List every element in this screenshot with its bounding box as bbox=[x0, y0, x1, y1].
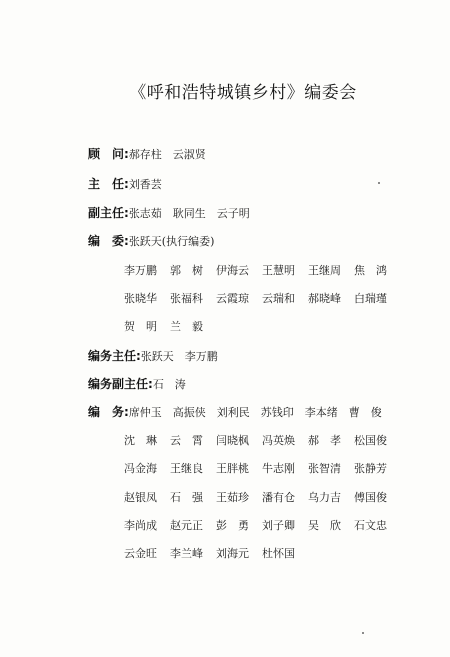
role-names: 席仲玉 高振侠 刘利民 苏钱印 李本绪 曹 俊 bbox=[128, 406, 382, 419]
member-name: 白瑞瑾 bbox=[354, 292, 387, 305]
member-name: 沈 琳 bbox=[124, 434, 157, 447]
member-name: 贺 明 bbox=[124, 320, 157, 333]
staff-names-row bbox=[124, 489, 400, 505]
role-names: 张跃天(执行编委) bbox=[128, 235, 215, 248]
staff-names-row bbox=[124, 517, 400, 533]
member-name: 李兰峰 bbox=[170, 547, 203, 560]
member-name: 吴 欣 bbox=[308, 519, 341, 532]
role-deputy-director bbox=[88, 204, 250, 221]
member-name: 张智清 bbox=[308, 462, 341, 475]
member-name: 王继周 bbox=[308, 264, 341, 277]
scan-speck bbox=[378, 182, 380, 184]
member-name: 冯英焕 bbox=[262, 434, 295, 447]
role-names: 郝存柱 云淑贤 bbox=[128, 148, 206, 161]
member-name: 乌力吉 bbox=[308, 491, 341, 504]
member-name: 李尚成 bbox=[124, 519, 157, 532]
role-names: 张志茹 耿同生 云子明 bbox=[128, 207, 250, 220]
role-affairs-deputy-director bbox=[88, 375, 186, 392]
member-name: 傅国俊 bbox=[354, 491, 387, 504]
role-label: 编 务: bbox=[88, 405, 129, 419]
member-name: 郝 孝 bbox=[308, 434, 341, 447]
member-name: 兰 毅 bbox=[170, 320, 203, 333]
member-name: 郭 树 bbox=[170, 264, 203, 277]
role-label: 编务主任: bbox=[88, 349, 141, 363]
member-name: 石 强 bbox=[170, 491, 203, 504]
staff-names-row bbox=[124, 432, 400, 448]
member-name: 云瑞和 bbox=[262, 292, 295, 305]
member-name: 赵元正 bbox=[170, 519, 203, 532]
member-name: 杜怀国 bbox=[262, 547, 295, 560]
board-names-row bbox=[124, 262, 400, 278]
scan-speck bbox=[362, 632, 364, 634]
role-label: 主 任: bbox=[88, 177, 129, 191]
member-name: 松国俊 bbox=[354, 434, 387, 447]
member-name: 刘子卿 bbox=[262, 519, 295, 532]
role-advisor bbox=[88, 145, 206, 162]
member-name: 云金旺 bbox=[124, 547, 157, 560]
board-names-row bbox=[124, 318, 216, 334]
role-label: 编务副主任: bbox=[88, 377, 153, 391]
role-label: 顾 问: bbox=[88, 147, 129, 161]
member-name: 刘海元 bbox=[216, 547, 249, 560]
member-name: 张福科 bbox=[170, 292, 203, 305]
member-name: 潘有仓 bbox=[262, 491, 295, 504]
staff-names-row bbox=[124, 545, 308, 561]
member-name: 闫晓枫 bbox=[216, 434, 249, 447]
member-name: 王胖桃 bbox=[216, 462, 249, 475]
member-name: 王茹珍 bbox=[216, 491, 249, 504]
role-affairs-director bbox=[88, 347, 218, 364]
member-name: 云 霄 bbox=[170, 434, 203, 447]
member-name: 伊海云 bbox=[216, 264, 249, 277]
role-label: 编 委: bbox=[88, 234, 129, 248]
member-name: 焦 鸿 bbox=[354, 264, 387, 277]
member-name: 彭 勇 bbox=[216, 519, 249, 532]
member-name: 郝晓峰 bbox=[308, 292, 341, 305]
member-name: 冯金海 bbox=[124, 462, 157, 475]
member-name: 张静芳 bbox=[354, 462, 387, 475]
staff-names-row bbox=[124, 460, 400, 476]
member-name: 石文忠 bbox=[354, 519, 387, 532]
role-director bbox=[88, 175, 162, 192]
role-label: 副主任: bbox=[88, 206, 129, 220]
member-name: 张晓华 bbox=[124, 292, 157, 305]
page-title: 《呼和浩特城镇乡村》编委会 bbox=[129, 83, 357, 103]
member-name: 云霞琼 bbox=[216, 292, 249, 305]
role-affairs-staff bbox=[88, 403, 382, 420]
role-names: 石 涛 bbox=[152, 378, 186, 391]
role-editorial-board bbox=[88, 232, 214, 249]
member-name: 赵银凤 bbox=[124, 491, 157, 504]
member-name: 牛志刚 bbox=[262, 462, 295, 475]
role-names: 张跃天 李万鹏 bbox=[140, 350, 218, 363]
board-names-row bbox=[124, 290, 400, 306]
member-name: 王慧明 bbox=[262, 264, 295, 277]
role-names: 刘香芸 bbox=[128, 178, 162, 191]
member-name: 王继良 bbox=[170, 462, 203, 475]
member-name: 李万鹏 bbox=[124, 264, 157, 277]
